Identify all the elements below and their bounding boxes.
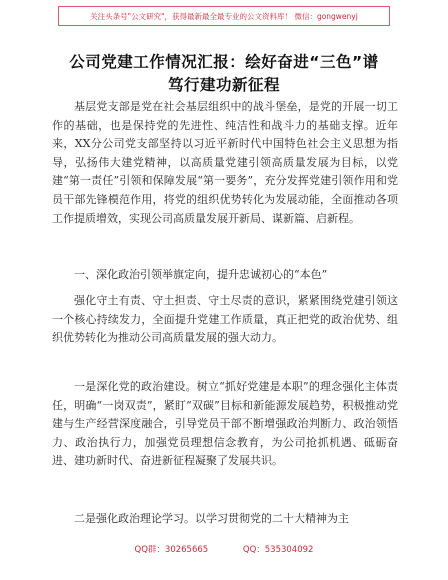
document-title-line-2: 笃行建功新征程 (167, 76, 280, 94)
theory-study-paragraph: 二是强化政治理论学习。以学习贯彻党的二十大精神为主 (74, 512, 349, 525)
political-building-paragraph: 一是深化党的政治建设。树立“抓好党建是本职”的理念强化主体责任，明确“一岗双责”，紧盯“双碳”目标和新能源发展趋势，积极推动党建与生产经营深度融合，引导党员干部不断增强政治判断力、政治领悟力、政治执行力，加强党员理想信念教育，为公司抢抓机遇、砥砺奋进、建功新时代、奋进新征程凝聚了发展共识。 (52, 380, 398, 468)
promo-banner (58, 6, 390, 26)
promo-banner-text: 关注头条号"公文研究"，获得最新最全最专业的公文资料库！ 微信：gongwenyj (90, 11, 358, 21)
document-title-line-1: 公司党建工作情况汇报：绘好奋进“三色”谱 (69, 53, 379, 71)
section-1-paragraph: 强化守土有责、守土担责、守土尽责的意识，紧紧围绕党建引领这一个核心持续发力，全面提升党建工作质量，真正把党的政治优势、组织优势转化为推动公司高质量发展的强大动力。 (52, 294, 398, 345)
contact-footer (0, 543, 448, 555)
section-heading-1: 一、深化政治引领举旗定向，提升忠诚初心的“本色” (74, 268, 328, 281)
qq-group-text: QQ群：30265665 (134, 545, 209, 555)
qq-number-text: QQ：535304092 (242, 545, 314, 555)
intro-paragraph: 基层党支部是党在社会基层组织中的战斗堡垒，是党的开展一切工作的基础，也是保持党的先进性、纯洁性和战斗力的基础支撑。近年来，XX分公司党支部坚持以习近平新时代中国特色社会主义思想为指导，弘扬伟大建党精神，以高质量党建引领高质量发展为目标，以党建“第一责任”引领和保障发展“第一要务”，充分发挥党建引领作用和党员干部先锋模范作用，将党的组织优势转化为发展动能，全面推动各项工作提质增效，实现公司高质量发展开新局、谋新篇、启新程。 (52, 100, 398, 225)
